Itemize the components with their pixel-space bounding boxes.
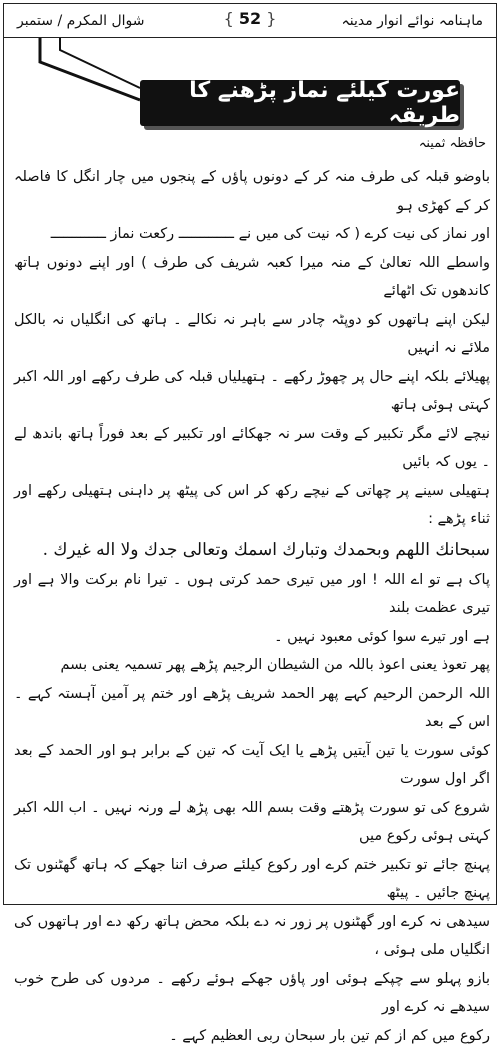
article-body	[14, 163, 490, 1050]
arabic-thana: سبحانك اللهم وبحمدك وتبارك اسمك وتعالى جدك ولا اله غيرك .	[14, 534, 490, 566]
header-magazine: ماہنامہ نوائے انوار مدینہ	[342, 13, 483, 29]
body-line: لیکن اپنے ہاتھوں کو دوپٹہ چادر سے باہر نہ نکالے ۔ ہاتھ کی انگلیاں نہ بالکل ملائے نہ انہیں	[14, 306, 490, 363]
body-line: نیچے لائے مگر تکبیر کے وقت سر نہ جھکائے اور تکبیر کے بعد فوراً ہاتھ باندھ لے ۔ یوں کہ بائیں	[14, 420, 490, 477]
body-line: واسطے اللہ تعالیٰ کے منہ میرا کعبہ شریف کی طرف ) اور اپنے دونوں ہاتھ کاندھوں تک اٹھائے	[14, 249, 490, 306]
body-line: رکوع میں کم از کم تین بار سبحان ربی العظیم کہے ۔	[14, 1022, 490, 1050]
body-line: بازو پہلو سے چپکے ہوئی اور پاؤں جھکے ہوئے رکھے ۔ مردوں کی طرح خوب سیدھے نہ کرے اور	[14, 965, 490, 1022]
body-line: اور نماز کی نیت کرے ( کہ نیت کی میں نے ـــــــــــــ رکعت نماز ـــــــــــــ	[14, 220, 490, 249]
page-number: { 52 }	[3, 9, 497, 28]
body-line: باوضو قبلہ کی طرف منہ کر کے دونوں پاؤں کے پنجوں میں چار انگل کا فاصلہ کر کے کھڑی ہو	[14, 163, 490, 220]
body-line: پہنچ جائے تو تکبیر ختم کرے اور رکوع کیلئے صرف اتنا جھکے کہ ہاتھ گھٹنوں تک پہنچ جائیں ۔ پیٹھ	[14, 851, 490, 908]
body-line: پھر تعوذ یعنی اعوذ باللہ من الشیطان الرجیم پڑھے پھر تسمیہ یعنی بسم	[14, 651, 490, 680]
body-line: ہے اور تیرے سوا کوئی معبود نہیں ۔	[14, 623, 490, 652]
body-line: پاک ہے تو اے اللہ ! اور میں تیری حمد کرتی ہوں ۔ تیرا نام برکت والا ہے اور تیری عظمت بلند	[14, 566, 490, 623]
body-line: ہتھیلی سینے پر چھاتی کے نیچے رکھ کر اس کی پیٹھ پر داہنی ہتھیلی رکھے اور ثناء پڑھے :	[14, 477, 490, 534]
body-line: سیدھی نہ کرے اور گھٹنوں پر زور نہ دے بلکہ محض ہاتھ رکھ دے اور ہاتھوں کی انگلیاں ملی ہوئی ،	[14, 908, 490, 965]
body-line: پھیلائے بلکہ اپنے حال پر چھوڑ رکھے ۔ ہتھیلیاں قبلہ کی طرف رکھے اور اللہ اکبر کہتی ہوئی ہاتھ	[14, 363, 490, 420]
body-line: کوئی سورت یا تین آیتیں پڑھے یا ایک آیت کہ تین کے برابر ہو اور الحمد کے بعد اگر اول سورت	[14, 737, 490, 794]
article-author: حافظہ ثمینہ	[419, 136, 486, 151]
header-issue: شوال المکرم / ستمبر	[17, 13, 144, 29]
body-line: شروع کی تو سورت پڑھتے وقت بسم اللہ بھی پڑھ لے ورنہ نہیں ۔ اب اللہ اکبر کہتی ہوئی رکوع میں	[14, 794, 490, 851]
body-line: اللہ الرحمن الرحیم کہے پھر الحمد شریف پڑھے اور ختم پر آمین آہستہ کہے ۔ اس کے بعد	[14, 680, 490, 737]
article-title: عورت کیلئے نماز پڑھنے کا طریقہ	[140, 80, 460, 126]
